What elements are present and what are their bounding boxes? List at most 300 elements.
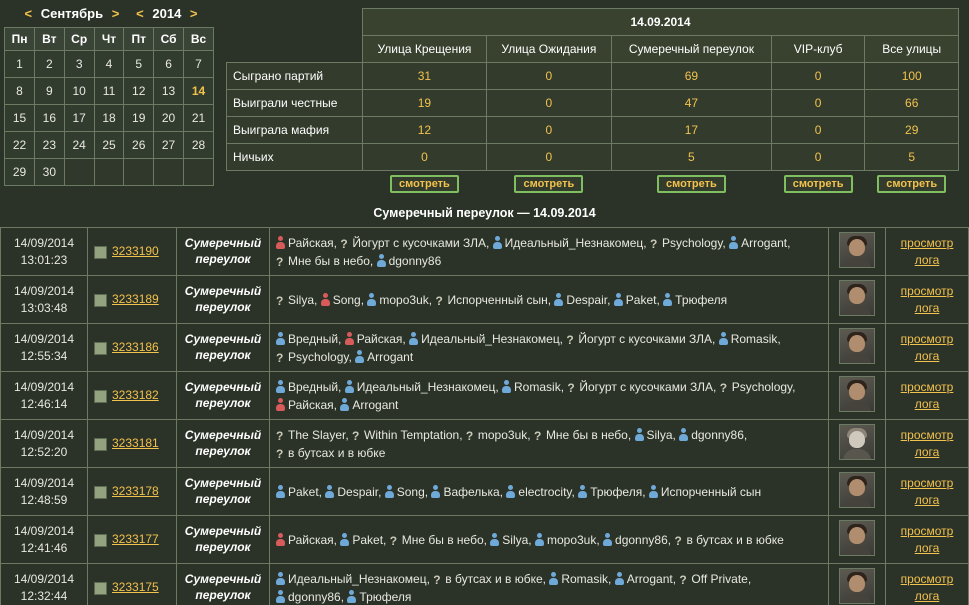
player-name[interactable]: Arrogant, [626, 571, 677, 586]
player-name[interactable]: Arrogant, [741, 235, 791, 250]
player-entry[interactable] [340, 533, 386, 547]
player-entry[interactable] [535, 533, 600, 547]
player-name[interactable]: Трюфеля, [590, 484, 646, 499]
view-button-sumerechny[interactable]: смотреть [657, 175, 726, 193]
calendar-day[interactable] [124, 78, 154, 105]
player-entry[interactable] [276, 398, 337, 412]
view-log-link[interactable]: просмотр лога [900, 380, 954, 411]
player-entry[interactable] [534, 428, 631, 442]
view-log-link[interactable]: просмотр лога [900, 476, 954, 507]
game-datetime [1, 324, 88, 372]
game-id-link[interactable]: 3233177 [112, 532, 159, 547]
player-entry[interactable] [466, 428, 531, 442]
unknown-role-icon [679, 572, 688, 585]
calendar-day-link[interactable]: 18 [102, 111, 116, 125]
calendar-day-link[interactable]: 10 [72, 84, 86, 98]
player-entry[interactable] [549, 572, 611, 586]
calendar-day-link[interactable]: 27 [161, 138, 176, 152]
game-log-cell [886, 468, 969, 516]
player-entry[interactable] [325, 485, 381, 499]
player-name[interactable]: Трюфеля [675, 292, 728, 307]
stats-cell: 0 [771, 63, 865, 90]
game-time: 12:41:46 [20, 540, 68, 555]
player-name[interactable]: Испорченный сын [660, 484, 762, 499]
civilian-player-icon [649, 485, 658, 498]
player-entry[interactable] [502, 380, 564, 394]
player-name[interactable]: Psychology, [661, 235, 726, 250]
game-id-link[interactable]: 3233189 [112, 292, 159, 307]
calendar-nav [4, 4, 218, 27]
unknown-role-icon [534, 428, 543, 441]
calendar-day[interactable] [5, 132, 35, 159]
civilian-player-icon [385, 485, 394, 498]
calendar-day[interactable] [64, 78, 94, 105]
player-entry[interactable] [674, 533, 783, 547]
prev-month-button[interactable]: < [24, 6, 33, 21]
flag-icon [94, 246, 107, 259]
player-entry[interactable] [490, 533, 531, 547]
player-name[interactable]: electrocity, [518, 484, 575, 499]
player-name[interactable]: Romasik, [730, 331, 781, 346]
unknown-role-icon [433, 572, 442, 585]
player-entry[interactable] [719, 332, 781, 346]
player-entry[interactable] [276, 350, 352, 364]
player-name[interactable]: Off Private, [691, 571, 752, 586]
civilian-player-icon [325, 485, 334, 498]
game-id-link[interactable]: 3233182 [112, 388, 159, 403]
view-button-vip[interactable]: смотреть [784, 175, 853, 193]
civilian-player-icon [347, 590, 356, 603]
stats-buttons-row [227, 171, 959, 198]
player-entry[interactable] [340, 398, 398, 412]
player-entry[interactable] [433, 572, 546, 586]
player-name[interactable]: mopo3uk, [546, 532, 600, 547]
player-entry[interactable] [615, 572, 676, 586]
player-name[interactable]: Psychology, [731, 379, 796, 394]
player-name[interactable]: Райская, [288, 235, 338, 250]
player-entry[interactable] [276, 590, 344, 604]
player-entry[interactable] [340, 236, 489, 250]
calendar-day-link[interactable]: 21 [191, 111, 206, 125]
player-entry[interactable] [276, 428, 349, 442]
player-name[interactable]: Идеальный_Незнакомец, [356, 379, 499, 394]
stats-cell: 31 [363, 63, 487, 90]
calendar-day-link[interactable]: 1 [16, 57, 23, 71]
calendar-day[interactable] [5, 78, 35, 105]
player-name[interactable]: Within Temptation, [364, 427, 463, 442]
calendar-day[interactable] [94, 132, 124, 159]
player-name[interactable]: mopo3uk, [477, 427, 531, 442]
calendar-day[interactable] [64, 51, 94, 78]
player-name[interactable]: Silya, [646, 427, 676, 442]
game-date: 14/09/2014 [13, 236, 75, 251]
player-entry[interactable] [567, 380, 716, 394]
player-entry[interactable] [355, 350, 413, 364]
view-log-link[interactable]: просмотр лога [900, 524, 954, 555]
calendar-day-link[interactable]: 8 [16, 84, 23, 98]
player-name[interactable]: Испорченный сын, [447, 292, 552, 307]
mafia-player-icon [276, 533, 285, 546]
view-log-link[interactable]: просмотр лога [900, 428, 954, 459]
stats-cell: 69 [611, 63, 771, 90]
player-entry[interactable] [554, 293, 610, 307]
stats-cell: 47 [611, 90, 771, 117]
stats-cell: 12 [363, 117, 487, 144]
game-avatar-cell [829, 468, 886, 516]
player-entry[interactable] [431, 485, 503, 499]
civilian-player-icon [431, 485, 440, 498]
table-row [1, 324, 969, 372]
stats-row-label: Выиграла мафия [227, 117, 363, 144]
civilian-player-icon [506, 485, 515, 498]
player-name[interactable]: Silya, [288, 292, 318, 307]
calendar-day[interactable] [124, 132, 154, 159]
player-entry[interactable] [663, 293, 727, 307]
player-entry[interactable] [614, 293, 660, 307]
calendar-day[interactable] [64, 105, 94, 132]
calendar-day-link[interactable]: 2 [45, 57, 53, 71]
player-name[interactable]: Paket, [352, 532, 387, 547]
calendar-day[interactable] [184, 132, 214, 159]
calendar-day[interactable] [35, 132, 65, 159]
game-id-link[interactable]: 3233175 [112, 580, 159, 595]
calendar-day-link[interactable]: 30 [42, 165, 57, 179]
player-name[interactable]: Вредный, [288, 379, 342, 394]
civilian-player-icon [679, 428, 688, 441]
view-log-link[interactable]: просмотр лога [900, 236, 954, 267]
player-name[interactable]: Мне бы в небо, [288, 253, 374, 268]
player-name[interactable]: Song, [332, 292, 365, 307]
view-log-link[interactable]: просмотр лога [900, 572, 954, 603]
game-id-link[interactable]: 3233190 [112, 244, 159, 259]
calendar-day[interactable] [124, 105, 154, 132]
calendar-day[interactable] [184, 105, 214, 132]
player-entry[interactable] [679, 572, 751, 586]
player-name[interactable]: dgonny86 [388, 253, 442, 268]
next-year-button[interactable]: > [189, 6, 198, 21]
game-room: Сумеречный переулок [177, 420, 270, 468]
player-entry[interactable] [506, 485, 574, 499]
game-players [270, 228, 829, 276]
calendar-day[interactable] [35, 105, 65, 132]
player-name[interactable]: в бутсах и в юбке [686, 532, 784, 547]
player-name[interactable]: mopo3uk, [379, 292, 433, 307]
player-entry[interactable] [321, 293, 364, 307]
calendar-day[interactable] [154, 78, 184, 105]
stats-button-cell [486, 171, 611, 198]
games-table [0, 227, 969, 605]
calendar-day-link[interactable]: 15 [12, 111, 27, 125]
calendar-day[interactable] [35, 78, 65, 105]
unknown-role-icon [650, 236, 659, 249]
calendar-day[interactable] [94, 51, 124, 78]
calendar-day-link[interactable]: 3 [75, 57, 83, 71]
stats-column-header: Сумеречный переулок [611, 36, 771, 63]
game-room: Сумеречный переулок [177, 228, 270, 276]
calendar-day-link[interactable]: 9 [45, 84, 53, 98]
calendar-day-empty [94, 159, 124, 186]
calendar-day[interactable] [94, 105, 124, 132]
view-button-ozhidaniya[interactable]: смотреть [514, 175, 583, 193]
civilian-player-icon [355, 350, 364, 363]
calendar-day-empty [124, 159, 154, 186]
unknown-role-icon [276, 254, 285, 267]
calendar-day-link[interactable]: 11 [102, 84, 116, 98]
game-time: 12:46:14 [20, 396, 68, 411]
player-entry[interactable] [276, 236, 337, 250]
player-name[interactable]: The Slayer, [288, 427, 349, 442]
table-row [1, 564, 969, 605]
player-name[interactable]: Psychology, [288, 349, 352, 364]
player-entry[interactable] [435, 293, 551, 307]
civilian-player-icon [635, 428, 644, 441]
player-name[interactable]: Райская, [288, 532, 338, 547]
calendar-day-selected[interactable] [184, 78, 214, 105]
player-entry[interactable] [276, 446, 385, 460]
calendar-day[interactable] [124, 51, 154, 78]
calendar-day[interactable] [5, 105, 35, 132]
view-button-all[interactable]: смотреть [877, 175, 946, 193]
game-log-cell [886, 372, 969, 420]
stats-title: 14.09.2014 [363, 9, 959, 36]
game-datetime [1, 276, 88, 324]
flag-icon [94, 342, 107, 355]
view-button-krescheniya[interactable]: смотреть [390, 175, 459, 193]
player-entry[interactable] [409, 332, 563, 346]
calendar-day-link[interactable]: 12 [132, 84, 146, 98]
unknown-role-icon [390, 533, 399, 546]
civilian-player-icon [490, 533, 499, 546]
player-entry[interactable] [276, 380, 341, 394]
view-log-link[interactable]: просмотр лога [900, 284, 954, 315]
calendar-day-link[interactable]: 22 [12, 138, 27, 152]
game-id-cell [88, 228, 177, 276]
player-entry[interactable] [276, 293, 317, 307]
calendar-day[interactable] [5, 51, 35, 78]
view-log-link[interactable]: просмотр лога [900, 332, 954, 363]
calendar-day-link[interactable]: 19 [132, 111, 146, 125]
calendar-panel [0, 4, 218, 186]
player-entry[interactable] [720, 380, 796, 394]
player-name[interactable]: в бутсах и в юбке, [445, 571, 546, 586]
table-row [1, 420, 969, 468]
player-entry[interactable] [390, 533, 487, 547]
game-log-cell [886, 228, 969, 276]
game-id-cell [88, 324, 177, 372]
player-name[interactable]: Arrogant [352, 397, 399, 412]
game-players [270, 420, 829, 468]
unknown-role-icon [720, 380, 729, 393]
calendar-day-link[interactable]: 20 [161, 111, 176, 125]
flag-icon [94, 390, 107, 403]
calendar-day[interactable] [154, 105, 184, 132]
calendar-day-link[interactable]: 5 [135, 57, 143, 71]
player-entry[interactable] [385, 485, 428, 499]
player-entry[interactable] [276, 332, 341, 346]
game-date: 14/09/2014 [13, 476, 75, 491]
player-entry[interactable] [345, 332, 406, 346]
stats-row-label: Ничьих [227, 144, 363, 171]
game-datetime [1, 372, 88, 420]
stats-button-cell [771, 171, 865, 198]
player-name[interactable]: Йогурт с кусочками ЗЛА, [578, 331, 716, 346]
calendar-day-link[interactable]: 28 [191, 138, 206, 152]
game-room: Сумеречный переулок [177, 564, 270, 605]
game-log-cell [886, 420, 969, 468]
player-name[interactable]: Arrogant [367, 349, 414, 364]
stats-row-label: Сыграно партий [227, 63, 363, 90]
stats-table [226, 8, 959, 197]
civilian-player-icon [340, 533, 349, 546]
player-name[interactable]: Вафелька, [443, 484, 504, 499]
player-entry[interactable] [367, 293, 432, 307]
game-id-cell [88, 468, 177, 516]
game-players [270, 372, 829, 420]
calendar-day[interactable] [94, 78, 124, 105]
civilian-player-icon [603, 533, 612, 546]
unknown-role-icon [466, 428, 475, 441]
player-name[interactable]: Romasik, [561, 571, 612, 586]
calendar-weekday: Вт [35, 28, 65, 51]
calendar-day[interactable] [35, 51, 65, 78]
player-name[interactable]: Йогурт с кусочками ЗЛА, [352, 235, 490, 250]
player-entry[interactable] [345, 380, 499, 394]
player-name[interactable]: Мне бы в небо, [401, 532, 487, 547]
player-name[interactable]: dgonny86, [288, 589, 345, 604]
civilian-player-icon [614, 293, 623, 306]
stats-row [227, 90, 959, 117]
player-name[interactable]: Райская, [356, 331, 406, 346]
game-time: 12:32:44 [20, 588, 68, 603]
player-name[interactable]: Мне бы в небо, [545, 427, 632, 442]
calendar-day-link[interactable]: 7 [195, 57, 202, 71]
prev-year-button[interactable]: < [136, 6, 144, 21]
calendar-day-link[interactable]: 23 [42, 138, 57, 152]
player-entry[interactable] [635, 428, 676, 442]
calendar-day-link[interactable]: 24 [72, 138, 86, 152]
stats-panel [218, 4, 969, 197]
calendar-day-link[interactable]: 14 [191, 84, 206, 98]
calendar-day-link[interactable]: 16 [42, 111, 57, 125]
player-name[interactable]: Трюфеля [359, 589, 412, 604]
calendar-day[interactable] [64, 132, 94, 159]
player-name[interactable]: dgonny86, [615, 532, 672, 547]
player-name[interactable]: Romasik, [514, 379, 565, 394]
calendar-day[interactable] [154, 132, 184, 159]
flag-icon [94, 486, 107, 499]
player-name[interactable]: в бутсах и в юбке [288, 445, 386, 460]
game-id-link[interactable]: 3233181 [112, 436, 159, 451]
player-name[interactable]: Райская, [288, 397, 338, 412]
game-date: 14/09/2014 [13, 428, 75, 443]
game-id-cell [88, 420, 177, 468]
player-name[interactable]: Вредный, [288, 331, 342, 346]
player-name[interactable]: Despair, [566, 292, 611, 307]
calendar-week-row [5, 51, 214, 78]
calendar-weekday: Вс [184, 28, 214, 51]
player-name[interactable]: Song, [396, 484, 429, 499]
avatar [839, 328, 875, 364]
player-name[interactable]: Идеальный_Незнакомец, [504, 235, 647, 250]
game-date: 14/09/2014 [13, 332, 75, 347]
stats-row [227, 63, 959, 90]
stats-cell: 17 [611, 117, 771, 144]
stats-cell: 0 [486, 144, 611, 171]
player-entry[interactable] [493, 236, 647, 250]
player-name[interactable]: Идеальный_Незнакомец, [288, 571, 430, 586]
civilian-player-icon [276, 380, 285, 393]
player-entry[interactable] [729, 236, 790, 250]
calendar-day-link[interactable]: 13 [161, 84, 176, 98]
player-name[interactable]: dgonny86, [691, 427, 748, 442]
table-row [1, 228, 969, 276]
player-entry[interactable] [566, 332, 715, 346]
game-id-link[interactable]: 3233186 [112, 340, 159, 355]
player-name[interactable]: Paket, [625, 292, 660, 307]
player-name[interactable]: Despair, [337, 484, 382, 499]
calendar-month-label: Сентябрь [40, 6, 104, 21]
civilian-player-icon [345, 380, 354, 393]
calendar-day[interactable] [184, 51, 214, 78]
stats-corner-cell [227, 36, 363, 63]
game-avatar-cell [829, 372, 886, 420]
player-entry[interactable] [276, 533, 337, 547]
player-name[interactable]: Идеальный_Незнакомец, [421, 331, 564, 346]
game-datetime [1, 228, 88, 276]
unknown-role-icon [340, 236, 349, 249]
unknown-role-icon [276, 293, 285, 306]
game-id-cell [88, 276, 177, 324]
stats-column-header: Все улицы [865, 36, 959, 63]
player-entry[interactable] [276, 254, 373, 268]
calendar-table [4, 27, 214, 186]
player-name[interactable]: Йогурт с кусочками ЗЛА, [579, 379, 717, 394]
mafia-player-icon [345, 332, 354, 345]
calendar-day-link[interactable]: 26 [132, 138, 146, 152]
player-entry[interactable] [347, 590, 411, 604]
player-entry[interactable] [650, 236, 726, 250]
player-entry[interactable] [649, 485, 761, 499]
player-entry[interactable] [276, 572, 430, 586]
player-name[interactable]: Silya, [502, 532, 532, 547]
player-name[interactable]: Paket, [288, 484, 323, 499]
player-entry[interactable] [603, 533, 671, 547]
calendar-day-link[interactable]: 29 [12, 165, 27, 179]
player-entry[interactable] [352, 428, 463, 442]
mafia-player-icon [276, 236, 285, 249]
calendar-day-link[interactable]: 4 [105, 57, 113, 71]
game-time: 12:55:34 [20, 348, 68, 363]
calendar-day-link[interactable]: 25 [102, 138, 116, 152]
game-id-link[interactable]: 3233178 [112, 484, 159, 499]
calendar-day[interactable] [35, 159, 65, 186]
player-entry[interactable] [578, 485, 645, 499]
calendar-day-link[interactable]: 17 [72, 111, 86, 125]
stats-header-row [227, 36, 959, 63]
player-entry[interactable] [679, 428, 747, 442]
next-month-button[interactable]: > [111, 6, 120, 21]
calendar-day[interactable] [154, 51, 184, 78]
stats-row [227, 144, 959, 171]
calendar-day[interactable] [5, 159, 35, 186]
flag-icon [94, 582, 107, 595]
civilian-player-icon [549, 572, 558, 585]
player-entry[interactable] [377, 254, 442, 268]
player-entry[interactable] [276, 485, 322, 499]
game-room: Сумеречный переулок [177, 372, 270, 420]
game-avatar-cell [829, 324, 886, 372]
calendar-day-link[interactable]: 6 [165, 57, 172, 71]
